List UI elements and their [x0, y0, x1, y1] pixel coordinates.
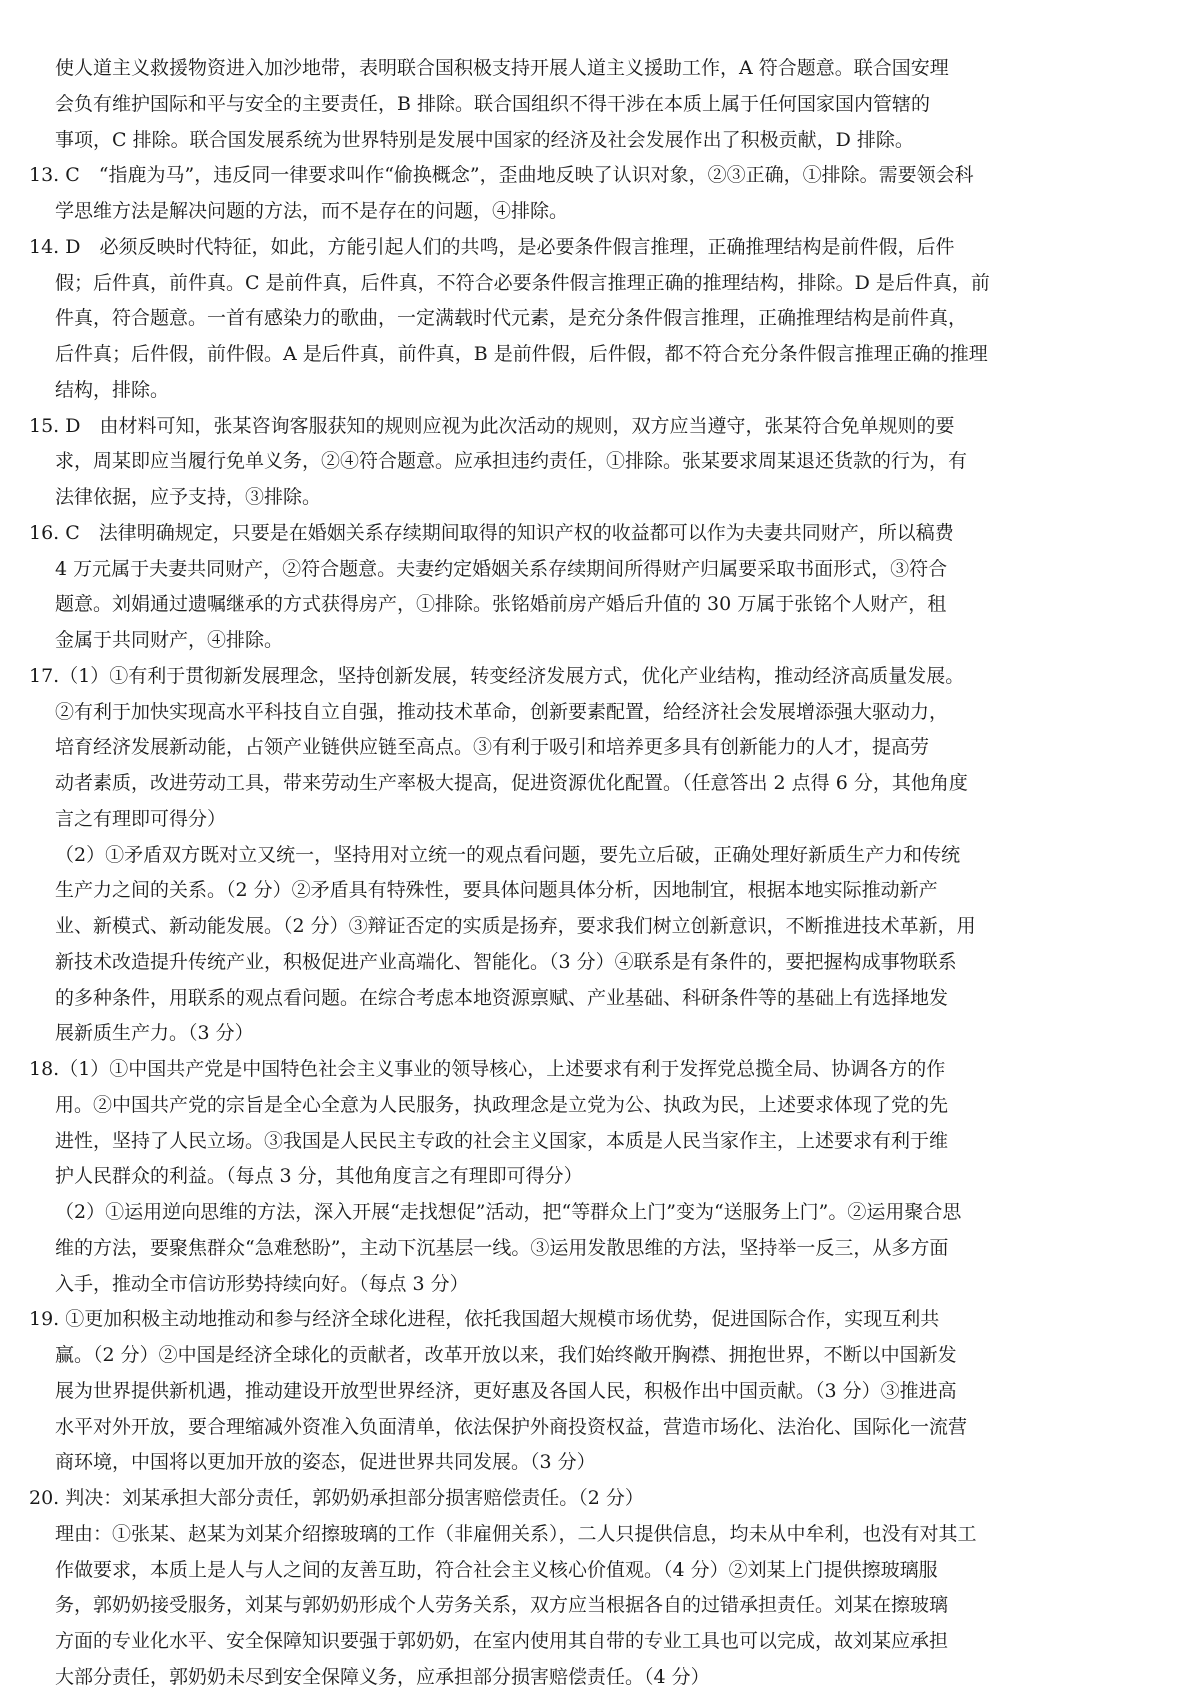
text-line: 生产力之间的关系。（2 分）②矛盾具有特殊性，要具体问题具体分析，因地制宜，根据本地实际推动新产 — [55, 879, 938, 902]
text-line: 金属于共同财产，④排除。 — [55, 629, 284, 651]
text-line: 言之有理即可得分） — [55, 807, 227, 830]
text-line: 使人道主义救援物资进入加沙地带，表明联合国积极支持开展人道主义援助工作，A 符合题意。联合国安理 — [55, 57, 949, 79]
text-line: 业、新模式、新动能发展。（2 分）③辩证否定的实质是扬弃，要求我们树立创新意识，不断推进技术革新，用 — [55, 915, 976, 937]
text-line: 作做要求，本质上是人与人之间的友善互助，符合社会主义核心价值观。（4 分）②刘某上门提供擦玻璃服 — [55, 1558, 938, 1581]
text-line: 动者素质，改进劳动工具，带来劳动生产率极大提高，促进资源优化配置。（任意答出 2 点得 6 分，其他角度 — [55, 772, 968, 794]
text-line: 大部分责任，郭奶奶未尽到安全保障义务，应承担部分损害赔偿责任。（4 分） — [55, 1665, 710, 1688]
text-line: 事项，C 排除。联合国发展系统为世界特别是发展中国家的经济及社会发展作出了积极贡献，D 排除。 — [55, 128, 914, 151]
text-line: 进性，坚持了人民立场。③我国是人民民主专政的社会主义国家，本质是人民当家作主，上述要求有利于维 — [55, 1129, 949, 1152]
text-line: （2）①矛盾双方既对立又统一，坚持用对立统一的观点看问题，要先立后破，正确处理好新质生产力和传统 — [55, 843, 961, 866]
text-line: 展新质生产力。（3 分） — [55, 1022, 254, 1045]
text-line: 结构，排除。 — [55, 378, 170, 401]
text-line: ②有利于加快实现高水平科技自立自强，推动技术革命，创新要素配置，给经济社会发展增添强大驱动力， — [55, 700, 949, 723]
text-line: 16. C 法律明确规定，只要是在婚姻关系存续期间取得的知识产权的收益都可以作为夫妻共同财产，所以稿费 — [29, 521, 954, 544]
text-line: 20. 判决：刘某承担大部分责任，郭奶奶承担部分损害赔偿责任。（2 分） — [29, 1487, 644, 1509]
text-line: 题意。刘娟通过遗嘱继承的方式获得房产，①排除。张铭婚前房产婚后升值的 30 万属于张铭个人财产，租 — [55, 593, 947, 616]
text-line: 展为世界提供新机遇，推动建设开放型世界经济，更好惠及各国人民，积极作出中国贡献。（3 分）③推进高 — [55, 1379, 957, 1402]
text-line: 理由：①张某、赵某为刘某介绍擦玻璃的工作（非雇佣关系），二人只提供信息，均未从中牟利，也没有对其工 — [55, 1522, 977, 1545]
text-line: 假；后件真，前件真。C 是前件真，后件真，不符合必要条件假言推理正确的推理结构，排除。D 是后件真，前 — [55, 271, 990, 294]
text-line: 14. D 必须反映时代特征，如此，方能引起人们的共鸣，是必要条件假言推理，正确推理结构是前件假，后件 — [29, 235, 955, 258]
text-line: 务，郭奶奶接受服务，刘某与郭奶奶形成个人劳务关系，双方应当根据各自的过错承担责任。刘某在擦玻璃 — [55, 1594, 949, 1617]
text-line: 护人民群众的利益。（每点 3 分，其他角度言之有理即可得分） — [55, 1165, 583, 1188]
text-line: 17.（1）①有利于贯彻新发展理念，坚持创新发展，转变经济发展方式，优化产业结构，推动经济高质量发展。 — [29, 664, 965, 687]
text-line: 19. ①更加积极主动地推动和参与经济全球化进程，依托我国超大规模市场优势，促进国际合作，实现互利共 — [29, 1308, 940, 1331]
text-line: 赢。（2 分）②中国是经济全球化的贡献者，改革开放以来，我们始终敞开胸襟、拥抱世界，不断以中国新发 — [55, 1344, 957, 1366]
text-line: 商环境，中国将以更加开放的姿态，促进世界共同发展。（3 分） — [55, 1451, 596, 1474]
text-line: 用。②中国共产党的宗旨是全心全意为人民服务，执政理念是立党为公、执政为民，上述要求体现了党的先 — [55, 1093, 949, 1116]
text-line: 18.（1）①中国共产党是中国特色社会主义事业的领导核心，上述要求有利于发挥党总揽全局、协调各方的作 — [29, 1058, 946, 1080]
text-line: 学思维方法是解决问题的方法，而不是存在的问题，④排除。 — [55, 200, 569, 222]
text-line: 求，周某即应当履行免单义务，②④符合题意。应承担违约责任，①排除。张某要求周某退还货款的行为，有 — [55, 450, 968, 473]
text-line: 维的方法，要聚焦群众“急难愁盼”，主动下沉基层一线。③运用发散思维的方法，坚持举一反三，从多方面 — [55, 1236, 949, 1259]
text-line: 新技术改造提升传统产业，积极促进产业高端化、智能化。（3 分）④联系是有条件的，要把握构成事物联系 — [55, 950, 957, 973]
text-line: （2）①运用逆向思维的方法，深入开展“走找想促”活动，把“等群众上门”变为“送服务上门”。②运用聚合思 — [55, 1201, 962, 1223]
text-line: 的多种条件，用联系的观点看问题。在综合考虑本地资源禀赋、产业基础、科研条件等的基础上有选择地发 — [55, 986, 949, 1009]
text-line: 法律依据，应予支持，③排除。 — [55, 486, 322, 508]
text-line: 方面的专业化水平、安全保障知识要强于郭奶奶，在室内使用其自带的专业工具也可以完成，故刘某应承担 — [55, 1630, 949, 1652]
text-line: 会负有维护国际和平与安全的主要责任，B 排除。联合国组织不得干涉在本质上属于任何国家国内管辖的 — [55, 92, 931, 115]
text-line: 13. C “指鹿为马”，违反同一律要求叫作“偷换概念”，歪曲地反映了认识对象，②③正确，①排除。需要领会科 — [29, 164, 974, 187]
text-line: 水平对外开放，要合理缩减外资准入负面清单，依法保护外商投资权益，营造市场化、法治化、国际化一流营 — [55, 1415, 968, 1438]
text-line: 4 万元属于夫妻共同财产，②符合题意。夫妻约定婚姻关系存续期间所得财产归属要采取书面形式，③符合 — [55, 557, 948, 580]
text-line: 件真，符合题意。一首有感染力的歌曲，一定满载时代元素，是充分条件假言推理，正确推理结构是前件真， — [55, 307, 968, 330]
text-line: 15. D 由材料可知，张某咨询客服获知的规则应视为此次活动的规则，双方应当遵守，张某符合免单规则的要 — [29, 414, 955, 437]
text-line: 后件真；后件假，前件假。A 是后件真，前件真，B 是前件假，后件假，都不符合充分条件假言推理正确的推理 — [55, 343, 988, 365]
text-line: 入手，推动全市信访形势持续向好。（每点 3 分） — [55, 1272, 469, 1295]
text-line: 培育经济发展新动能，占领产业链供应链至高点。③有利于吸引和培养更多具有创新能力的人才，提高劳 — [55, 736, 930, 759]
